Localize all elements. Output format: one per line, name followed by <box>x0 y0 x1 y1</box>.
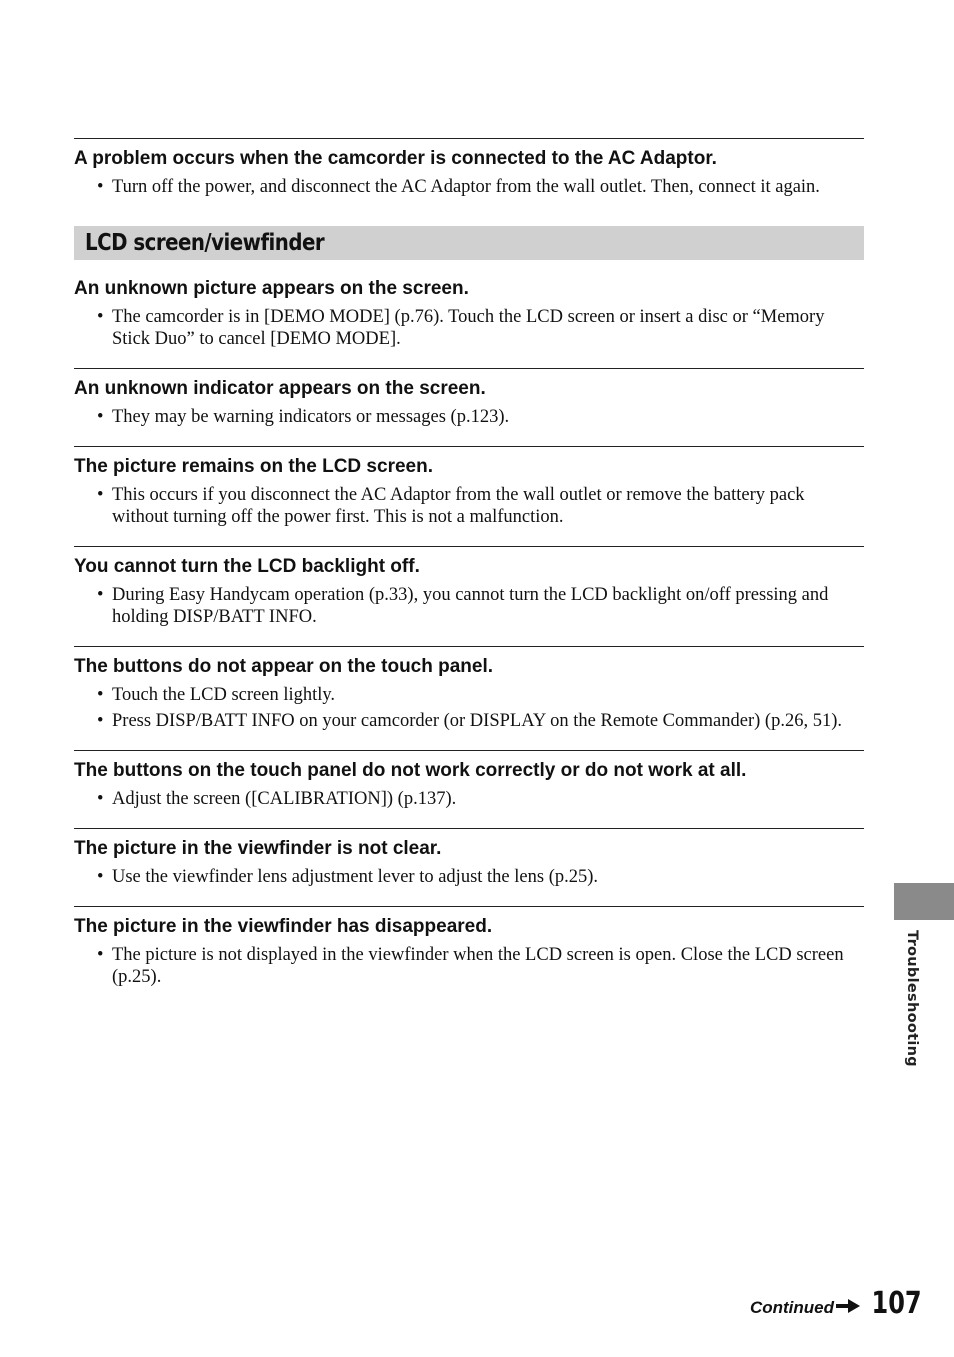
faq-entry <box>74 828 864 906</box>
answer-item: • The camcorder is in [DEMO MODE] (p.76). Touch the LCD screen or insert a disc or “Memory Stick Duo” to cancel [DEMO MODE]. <box>112 306 864 350</box>
answer-item: • The picture is not displayed in the viewfinder when the LCD screen is open. Close the LCD screen (p.25). <box>112 944 864 988</box>
chapter-label <box>898 930 922 1070</box>
answer-item: • Press DISP/BATT INFO on your camcorder (or DISPLAY on the Remote Commander) (p.26, 51). <box>112 710 864 732</box>
chapter-label-text: Troubleshooting <box>904 930 920 1067</box>
answer-item: • This occurs if you disconnect the AC Adaptor from the wall outlet or remove the battery pack without turning off the power first. This is not a malfunction. <box>112 484 864 528</box>
answer-list <box>74 484 864 528</box>
faq-entry <box>74 750 864 828</box>
faq-entry <box>74 906 864 1006</box>
question-heading: An unknown picture appears on the screen. <box>74 278 469 299</box>
chapter-tab-marker <box>894 883 954 920</box>
faq-entry <box>74 446 864 546</box>
answer-list <box>74 176 864 198</box>
faq-entry <box>74 546 864 646</box>
answer-list <box>74 584 864 628</box>
answer-item: • Use the viewfinder lens adjustment lever to adjust the lens (p.25). <box>112 866 864 888</box>
question-heading: An unknown indicator appears on the screen. <box>74 378 486 399</box>
answer-item: • During Easy Handycam operation (p.33), you cannot turn the LCD backlight on/off pressing and holding DISP/BATT INFO. <box>112 584 864 628</box>
section-title: LCD screen/viewfinder <box>85 230 325 256</box>
answer-list <box>74 866 864 888</box>
answer-item: • Adjust the screen ([CALIBRATION]) (p.137). <box>112 788 864 810</box>
question-heading: You cannot turn the LCD backlight off. <box>74 556 420 577</box>
answer-item: • Turn off the power, and disconnect the AC Adaptor from the wall outlet. Then, connect it again. <box>112 176 864 198</box>
answer-list <box>74 944 864 988</box>
faq-entry <box>74 278 864 368</box>
faq-entry <box>74 138 864 226</box>
faq-entry <box>74 646 864 750</box>
answer-list <box>74 788 864 810</box>
answer-list <box>74 684 864 732</box>
continued-indicator <box>750 1298 860 1318</box>
question-heading: The buttons on the touch panel do not work correctly or do not work at all. <box>74 760 747 781</box>
question-heading: The buttons do not appear on the touch panel. <box>74 656 494 677</box>
answer-item: • Touch the LCD screen lightly. <box>112 684 864 706</box>
answer-item: • They may be warning indicators or messages (p.123). <box>112 406 864 428</box>
page-content <box>74 138 864 1006</box>
question-heading: The picture in the viewfinder is not clear. <box>74 838 442 859</box>
question-heading: A problem occurs when the camcorder is connected to the AC Adaptor. <box>74 148 717 169</box>
section-header <box>74 226 864 260</box>
question-heading: The picture remains on the LCD screen. <box>74 456 433 477</box>
page-number: 107 <box>871 1286 922 1321</box>
faq-entry <box>74 368 864 446</box>
question-heading: The picture in the viewfinder has disappeared. <box>74 916 493 937</box>
answer-list <box>74 406 864 428</box>
right-arrow-icon <box>836 1298 860 1318</box>
answer-list <box>74 306 864 350</box>
continued-text: Continued <box>749 1298 834 1317</box>
